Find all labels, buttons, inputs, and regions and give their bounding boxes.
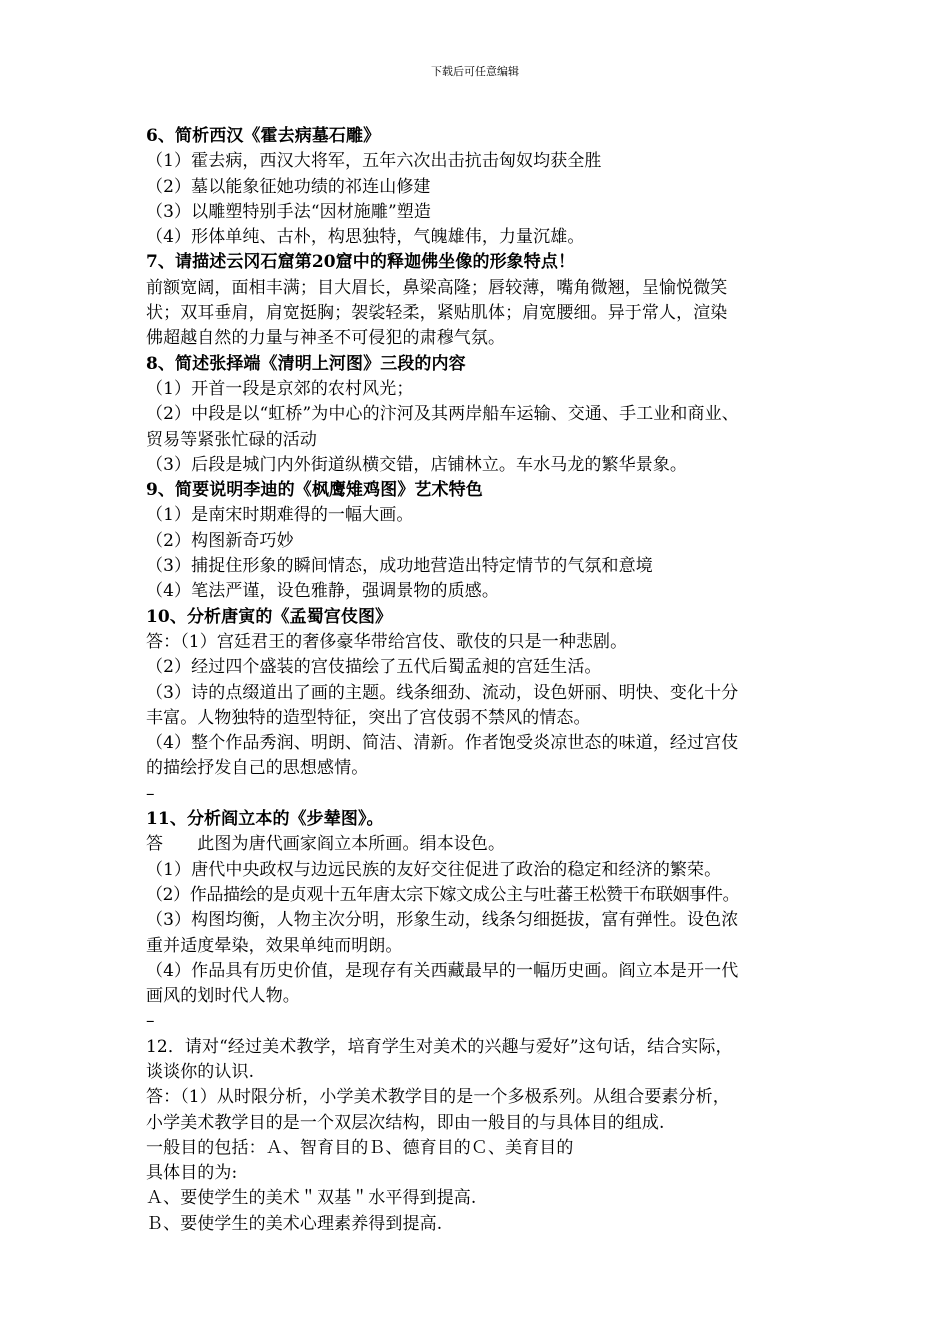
text-line: （3）以雕塑特别手法“因材施雕”塑造	[146, 201, 431, 222]
text-line: 贸易等紧张忙碌的活动	[146, 429, 317, 450]
question-heading: 11、分析阎立本的《步辇图》。	[146, 809, 384, 830]
text-line: 前额宽阔，面相丰满；目大眉长，鼻梁高隆；唇较薄，嘴角微翘，呈愉悦微笑	[146, 277, 728, 298]
text-line: （3）诗的点缀道出了画的主题。线条细劲、流动，设色妍丽、明快、变化十分	[146, 682, 739, 703]
text-line: 状；双耳垂肩，肩宽挺胸；袈裟轻柔，紧贴肌体；肩宽腰细。异于常人，渲染	[146, 303, 728, 324]
text-line: （3）构图均衡，人物主次分明，形象生动，线条匀细挺拔，富有弹性。设色浓	[146, 910, 739, 931]
text-line: （1）是南宋时期难得的一幅大画。	[146, 505, 414, 526]
text-line: Ａ、要使学生的美术＂双基＂水平得到提高.	[146, 1188, 477, 1209]
text-line: –	[146, 783, 155, 804]
text-line: （2）作品描绘的是贞观十五年唐太宗下嫁文成公主与吐蕃王松赞干布联姻事件。	[146, 884, 740, 905]
text-line: （2）经过四个盛装的宫伎描绘了五代后蜀孟昶的宫廷生活。	[146, 657, 602, 678]
text-line: （4）整个作品秀润、明朗、简洁、清新。作者饱受炎凉世态的味道，经过宫伎	[146, 733, 739, 754]
text-line: （2）墓以能象征她功绩的祁连山修建	[146, 176, 431, 197]
text-line: 答：（1）从时限分析，小学美术教学目的是一个多极系列。从组合要素分析，	[146, 1087, 730, 1108]
text-line: Ｂ、要使学生的美术心理素养得到提高.	[146, 1213, 443, 1234]
text-line: （2）构图新奇巧妙	[146, 530, 294, 551]
text-line: 小学美术教学目的是一个双层次结构，即由一般目的与具体目的组成.	[146, 1112, 665, 1133]
text-line: 重并适度晕染，效果单纯而明朗。	[146, 935, 403, 956]
text-line: （2）中段是以“虹桥”为中心的汴河及其两岸船车运输、交通、手工业和商业、	[146, 404, 739, 425]
text-line: 答 此图为唐代画家阎立本所画。绢本设色。	[146, 834, 506, 855]
text-line: 谈谈你的认识.	[146, 1061, 255, 1082]
text-line: 具体目的为:	[146, 1163, 238, 1184]
text-line: （4）笔法严谨，设色雅静，强调景物的质感。	[146, 581, 499, 602]
text-line: （1）霍去病，西汉大将军，五年六次出击抗击匈奴均获全胜	[146, 151, 602, 172]
question-heading: 9、简要说明李迪的《枫鹰雉鸡图》艺术特色	[146, 480, 483, 501]
text-line: （4）作品具有历史价值，是现存有关西藏最早的一幅历史画。阎立本是开一代	[146, 960, 739, 981]
text-line: 画风的划时代人物。	[146, 986, 300, 1007]
text-line: 答：（1）宫廷君王的奢侈豪华带给宫伎、歌伎的只是一种悲剧。	[146, 631, 628, 652]
text-line: 丰富。人物独特的造型特征，突出了宫伎弱不禁风的情态。	[146, 707, 591, 728]
document-body	[146, 124, 826, 1237]
text-line: （1）开首一段是京郊的农村风光；	[146, 378, 414, 399]
text-line: （1）唐代中央政权与边远民族的友好交往促进了政治的稳定和经济的繁荣。	[146, 859, 722, 880]
text-line: 12．请对“经过美术教学，培育学生对美术的兴趣与爱好”这句话，结合实际，	[146, 1036, 733, 1057]
question-heading: 8、简述张择端《清明上河图》三段的内容	[146, 353, 466, 374]
text-line: （4）形体单纯、古朴，构思独特，气魄雄伟，力量沉雄。	[146, 227, 585, 248]
text-line: 的描绘抒发自己的思想感情。	[146, 758, 369, 779]
text-line: 一般目的包括：Ａ、智育目的Ｂ、德育目的Ｃ、美育目的	[146, 1137, 574, 1158]
question-heading: 6、简析西汉《霍去病墓石雕》	[146, 126, 381, 146]
text-line: （3）捕捉住形象的瞬间情态，成功地营造出特定情节的气氛和意境	[146, 556, 653, 577]
page-header: 下载后可任意编辑	[431, 65, 519, 78]
text-line: （3）后段是城门内外街道纵横交错，店铺林立。车水马龙的繁华景象。	[146, 454, 688, 475]
question-heading: 10、分析唐寅的《孟蜀宫伎图》	[146, 606, 393, 627]
text-line: –	[146, 1011, 155, 1032]
question-heading: 7、请描述云冈石窟第20窟中的释迦佛坐像的形象特点！	[146, 252, 576, 273]
text-line: 佛超越自然的力量与神圣不可侵犯的肃穆气氛。	[146, 328, 506, 349]
